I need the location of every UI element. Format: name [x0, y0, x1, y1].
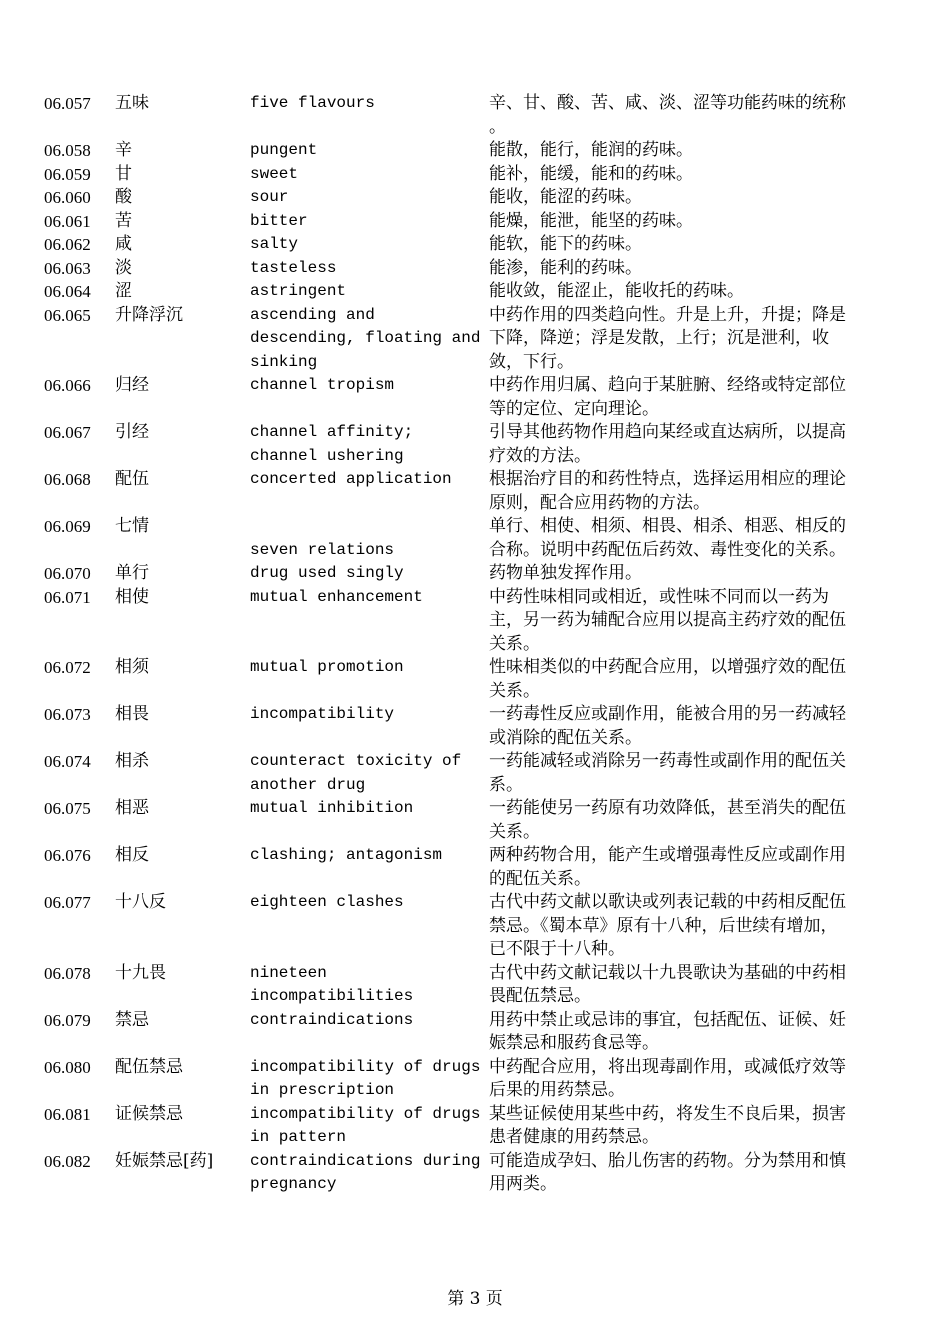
chinese-term: 配伍 [115, 469, 149, 489]
english-term-line: mutual promotion [250, 658, 404, 676]
definition-line: 下降，降逆；浮是发散，上行；沉是泄利，收 [489, 328, 829, 348]
entry-number: 06.070 [44, 564, 91, 583]
definition-line: 中药作用归属、趋向于某脏腑、经络或特定部位 [489, 375, 846, 395]
definition [489, 797, 893, 844]
definition-line: 中药配合应用，将出现毒副作用，或减低疗效等 [489, 1056, 846, 1077]
definition [489, 1009, 893, 1056]
definition-line: 等的定位、定向理论。 [489, 398, 659, 419]
entry-number: 06.081 [44, 1104, 91, 1124]
english-term [250, 374, 485, 398]
chinese-term: 相恶 [115, 798, 149, 818]
definition-line: 一药能减轻或消除另一药毒性或副作用的配伍关 [489, 751, 846, 771]
english-term-line: eighteen clashes [250, 893, 404, 911]
page-number: 第 3 页 [447, 1289, 503, 1309]
definition-line: 可能造成孕妇、胎儿伤害的药物。分为禁用和慎 [489, 1150, 846, 1171]
glossary-entry [44, 468, 900, 515]
entry-number: 06.075 [44, 799, 91, 818]
english-term [250, 139, 485, 163]
entry-number: 06.077 [44, 893, 91, 912]
glossary-entry [44, 304, 900, 375]
definition-line: 合称。说明中药配伍后药效、毒性变化的关系。 [489, 539, 846, 560]
glossary-entry [44, 515, 900, 562]
entry-number: 06.060 [44, 188, 91, 207]
glossary-entry [44, 844, 900, 891]
english-term [250, 186, 485, 210]
definition-line: 或消除的配伍关系。 [489, 727, 642, 748]
entry-number: 06.082 [44, 1151, 91, 1171]
entry-number: 06.059 [44, 164, 91, 184]
chinese-term: 禁忌 [115, 1009, 149, 1030]
definition-line: 系。 [489, 774, 523, 795]
definition-line: 一药能使另一药原有功效降低，甚至消失的配伍 [489, 798, 846, 818]
chinese-term: 甘 [115, 163, 132, 184]
chinese-term: 五味 [115, 93, 149, 113]
definition-line: 主，另一药为辅配合应用以提高主药疗效的配伍 [489, 610, 846, 630]
english-term-line: astringent [250, 282, 347, 300]
english-term-line: nineteen [250, 963, 327, 982]
english-term [250, 656, 485, 680]
definition-line: 中药性味相同或相近，或性味不同而以一药为 [489, 586, 829, 607]
definition [489, 656, 893, 703]
english-term-line: channel tropism [250, 376, 395, 394]
definition-line: 能收，能涩的药味。 [489, 187, 642, 207]
english-term-line: channel ushering [250, 446, 404, 465]
english-term [250, 304, 485, 375]
entry-number: 06.065 [44, 305, 91, 325]
english-term [250, 1056, 485, 1103]
entry-number: 06.072 [44, 658, 91, 677]
english-term [250, 233, 485, 257]
english-term-line: drug used singly [250, 564, 404, 582]
definition [489, 750, 893, 797]
chinese-term: 七情 [115, 516, 149, 536]
definition-line: 辛、甘、酸、苦、咸、淡、涩等功能药味的统称 [489, 93, 846, 113]
english-term-line: salty [250, 235, 299, 253]
english-term-line: bitter [250, 211, 308, 230]
definition [489, 844, 893, 891]
glossary-entry [44, 562, 900, 586]
chinese-term: 妊娠禁忌[药] [115, 1150, 214, 1171]
definition [489, 233, 893, 257]
definition-line: 疗效的方法。 [489, 445, 591, 466]
glossary-entry [44, 163, 900, 187]
english-term-line: five flavours [250, 94, 375, 112]
english-term [250, 468, 485, 492]
definition-line: 已不限于十八种。 [489, 939, 625, 959]
english-term [250, 515, 485, 562]
english-term-line: contraindications during [250, 1151, 481, 1170]
glossary-entry [44, 92, 900, 139]
glossary-entry [44, 1103, 900, 1150]
english-term [250, 844, 485, 868]
english-term-line: concerted application [250, 470, 452, 488]
chinese-term: 证候禁忌 [115, 1103, 183, 1124]
english-term-line: ascending and [250, 305, 375, 324]
chinese-term: 归经 [115, 375, 149, 395]
definition [489, 421, 893, 468]
glossary-entry [44, 186, 900, 210]
english-term [250, 1150, 485, 1197]
english-term [250, 1103, 485, 1150]
definition [489, 1150, 893, 1197]
definition-line: 后果的用药禁忌。 [489, 1080, 625, 1100]
definition-line: 患者健康的用药禁忌。 [489, 1127, 659, 1147]
chinese-term: 苦 [115, 210, 132, 231]
definition [489, 962, 893, 1009]
glossary-entry [44, 703, 900, 750]
definition-line: 能散，能行，能润的药味。 [489, 140, 693, 160]
entry-number: 06.064 [44, 282, 91, 301]
glossary-entry [44, 1150, 900, 1197]
definition-line: 一药毒性反应或副作用，能被合用的另一药减轻 [489, 704, 846, 724]
definition-line: 能补，能缓，能和的药味。 [489, 163, 693, 184]
definition-line: 两种药物合用，能产生或增强毒性反应或副作用 [489, 845, 846, 865]
definition [489, 163, 893, 187]
english-term [250, 1009, 485, 1033]
definition-line: 关系。 [489, 633, 540, 654]
english-term [250, 562, 485, 586]
definition-line: 某些证候使用某些中药，将发生不良后果，损害 [489, 1103, 846, 1124]
english-term-line: descending, floating and [250, 329, 481, 347]
glossary-entry [44, 139, 900, 163]
english-term [250, 280, 485, 304]
definition [489, 562, 893, 586]
definition-line: 禁忌。《蜀本草》原有十八种，后世续有增加， [489, 915, 838, 936]
definition-line: 能燥，能泄，能坚的药味。 [489, 210, 693, 231]
english-term-line: incompatibilities [250, 987, 414, 1005]
english-term-line: in pattern [250, 1128, 347, 1146]
chinese-term: 相杀 [115, 751, 149, 771]
glossary-entry [44, 257, 900, 281]
definition [489, 1056, 893, 1103]
definition-line: 古代中药文献以歌诀或列表记载的中药相反配伍 [489, 892, 846, 912]
glossary-entry [44, 750, 900, 797]
entry-number: 06.079 [44, 1010, 91, 1030]
definition [489, 891, 893, 962]
english-term-line: sinking [250, 352, 318, 371]
glossary-entry [44, 1009, 900, 1056]
english-term-line: another drug [250, 775, 366, 794]
definition [489, 92, 893, 139]
english-term [250, 750, 485, 797]
chinese-term: 涩 [115, 281, 132, 301]
chinese-term: 相使 [115, 586, 149, 607]
definition-line: 性味相类似的中药配合应用，以增强疗效的配伍 [489, 657, 846, 677]
entry-number: 06.071 [44, 587, 91, 607]
english-term [250, 962, 485, 1009]
definition-line: 关系。 [489, 680, 540, 701]
chinese-term: 配伍禁忌 [115, 1056, 183, 1077]
definition-line: 原则，配合应用药物的方法。 [489, 492, 710, 513]
glossary-entry [44, 210, 900, 234]
chinese-term: 淡 [115, 257, 132, 278]
english-term [250, 421, 485, 468]
english-term-line: tasteless [250, 258, 337, 277]
definition-line: 药物单独发挥作用。 [489, 563, 642, 583]
glossary-entry [44, 586, 900, 657]
english-term-line: counteract toxicity of [250, 752, 462, 770]
glossary-entry [44, 233, 900, 257]
english-term [250, 586, 485, 610]
chinese-term: 相畏 [115, 704, 149, 724]
english-term-line: incompatibility [250, 705, 395, 723]
chinese-term: 辛 [115, 140, 132, 160]
english-term-line: contraindications [250, 1010, 414, 1029]
chinese-term: 升降浮沉 [115, 304, 183, 325]
chinese-term: 咸 [115, 234, 132, 254]
definition [489, 1103, 893, 1150]
definition [489, 515, 893, 562]
english-term-line [250, 515, 485, 539]
english-term [250, 163, 485, 187]
definition-line: 关系。 [489, 821, 540, 842]
glossary-entry [44, 797, 900, 844]
definition [489, 210, 893, 234]
entry-number: 06.076 [44, 846, 91, 865]
definition [489, 257, 893, 281]
glossary-entry [44, 280, 900, 304]
definition-line: 。 [489, 116, 506, 137]
english-term-line: incompatibility of drugs [250, 1104, 481, 1123]
glossary-entry [44, 1056, 900, 1103]
english-term [250, 797, 485, 821]
definition-line: 用药中禁止或忌讳的事宜，包括配伍、证候、妊 [489, 1009, 846, 1030]
glossary-entry [44, 421, 900, 468]
definition [489, 139, 893, 163]
definition [489, 304, 893, 375]
entry-number: 06.066 [44, 376, 91, 395]
definition [489, 186, 893, 210]
definition-line: 畏配伍禁忌。 [489, 986, 591, 1006]
glossary-entry [44, 891, 900, 962]
definition [489, 280, 893, 304]
entry-number: 06.073 [44, 705, 91, 724]
definition-line: 能收敛，能涩止，能收托的药味。 [489, 281, 744, 301]
entry-number: 06.058 [44, 141, 91, 160]
glossary-entry [44, 374, 900, 421]
definition-line: 能软，能下的药味。 [489, 234, 642, 254]
english-term-line: incompatibility of drugs [250, 1057, 481, 1076]
english-term [250, 891, 485, 915]
chinese-term: 相须 [115, 657, 149, 677]
entry-number: 06.062 [44, 235, 91, 254]
definition-line: 的配伍关系。 [489, 868, 591, 889]
glossary-entry [44, 962, 900, 1009]
english-term-line: mutual inhibition [250, 799, 414, 817]
entry-number: 06.057 [44, 94, 91, 113]
chinese-term: 引经 [115, 422, 149, 442]
entry-number: 06.069 [44, 517, 91, 536]
definition-line: 能渗，能利的药味。 [489, 257, 642, 278]
definition-line: 单行、相使、相须、相畏、相杀、相恶、相反的 [489, 516, 846, 536]
english-term-line: clashing; antagonism [250, 846, 443, 864]
definition [489, 374, 893, 421]
english-term [250, 210, 485, 234]
definition-line: 中药作用的四类趋向性。升是上升，升提；降是 [489, 304, 846, 325]
glossary-table [44, 92, 900, 1197]
definition-line: 根据治疗目的和药性特点，选择运用相应的理论 [489, 469, 846, 489]
english-term-line: channel affinity; [250, 423, 414, 441]
definition [489, 468, 893, 515]
chinese-term: 相反 [115, 845, 149, 865]
entry-number: 06.068 [44, 470, 91, 489]
entry-number: 06.080 [44, 1057, 91, 1077]
chinese-term: 十八反 [115, 892, 166, 912]
definition-line: 引导其他药物作用趋向某经或直达病所，以提高 [489, 422, 846, 442]
definition [489, 586, 893, 657]
chinese-term: 酸 [115, 187, 132, 207]
english-term-line: mutual enhancement [250, 587, 423, 606]
english-term-line: pregnancy [250, 1175, 337, 1193]
definition-line: 古代中药文献记载以十九畏歌诀为基础的中药相 [489, 962, 846, 983]
english-term [250, 703, 485, 727]
entry-number: 06.061 [44, 211, 91, 231]
english-term-line: sweet [250, 164, 299, 183]
english-term-line: sour [250, 188, 289, 206]
chinese-term: 单行 [115, 563, 149, 583]
definition-line: 用两类。 [489, 1174, 557, 1194]
glossary-entry [44, 656, 900, 703]
definition [489, 703, 893, 750]
entry-number: 06.063 [44, 258, 91, 278]
definition-line: 娠禁忌和服药食忌等。 [489, 1033, 659, 1053]
english-term-line: in prescription [250, 1081, 395, 1099]
english-term-line: pungent [250, 141, 318, 159]
entry-number: 06.067 [44, 423, 91, 442]
english-term [250, 257, 485, 281]
english-term [250, 92, 485, 116]
entry-number: 06.078 [44, 963, 91, 983]
chinese-term: 十九畏 [115, 962, 166, 983]
entry-number: 06.074 [44, 752, 91, 771]
english-term-line: seven relations [250, 540, 395, 559]
definition-line: 敛，下行。 [489, 351, 574, 372]
